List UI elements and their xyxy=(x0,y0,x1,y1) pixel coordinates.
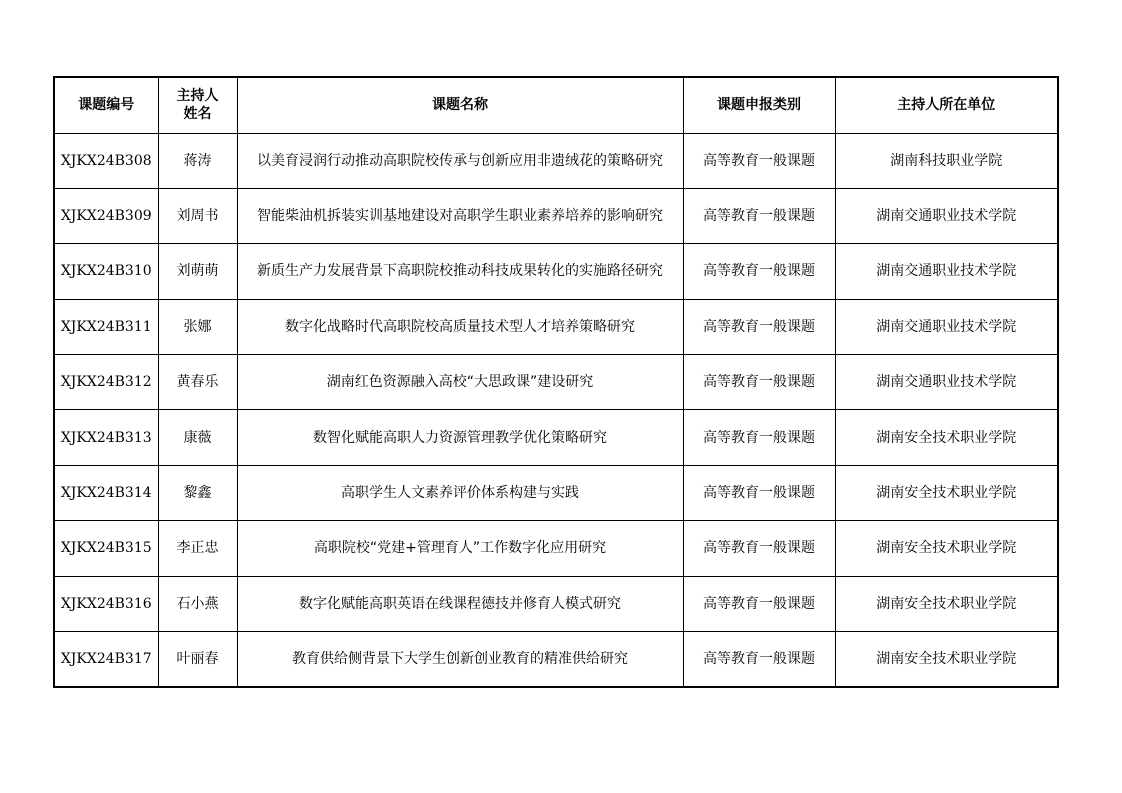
table-row xyxy=(54,576,1058,631)
project-title: 高职院校“党建+管理育人”工作数字化应用研究 xyxy=(237,521,683,576)
project-table xyxy=(53,76,1059,688)
project-type: 高等教育一般课题 xyxy=(683,244,835,299)
host-name: 黄春乐 xyxy=(158,355,237,410)
host-unit: 湖南科技职业学院 xyxy=(835,133,1058,188)
host-unit: 湖南安全技术职业学院 xyxy=(835,521,1058,576)
project-title: 数字化赋能高职英语在线课程德技并修育人模式研究 xyxy=(237,576,683,631)
header-host-line2: 姓名 xyxy=(183,106,212,123)
project-title: 新质生产力发展背景下高职院校推动科技成果转化的实施路径研究 xyxy=(237,244,683,299)
table-row xyxy=(54,244,1058,299)
table-row xyxy=(54,410,1058,465)
table-header xyxy=(54,77,1058,133)
host-name: 康薇 xyxy=(158,410,237,465)
project-type: 高等教育一般课题 xyxy=(683,465,835,520)
table-row xyxy=(54,299,1058,354)
project-title: 数字化战略时代高职院校高质量技术型人才培养策略研究 xyxy=(237,299,683,354)
project-title: 高职学生人文素养评价体系构建与实践 xyxy=(237,465,683,520)
host-unit: 湖南安全技术职业学院 xyxy=(835,410,1058,465)
host-name: 刘周书 xyxy=(158,188,237,243)
host-name: 张娜 xyxy=(158,299,237,354)
project-id: XJKX24B309 xyxy=(54,188,158,243)
project-type: 高等教育一般课题 xyxy=(683,188,835,243)
header-row xyxy=(54,77,1058,133)
project-id: XJKX24B315 xyxy=(54,521,158,576)
header-project-type: 课题申报类别 xyxy=(683,77,835,133)
header-project-id: 课题编号 xyxy=(54,77,158,133)
project-type: 高等教育一般课题 xyxy=(683,355,835,410)
host-unit: 湖南安全技术职业学院 xyxy=(835,576,1058,631)
host-unit: 湖南交通职业技术学院 xyxy=(835,188,1058,243)
host-name: 李正忠 xyxy=(158,521,237,576)
table-row xyxy=(54,632,1058,687)
table-row xyxy=(54,355,1058,410)
table-body xyxy=(54,133,1058,687)
project-id: XJKX24B314 xyxy=(54,465,158,520)
project-type: 高等教育一般课题 xyxy=(683,133,835,188)
header-project-title: 课题名称 xyxy=(237,77,683,133)
project-id: XJKX24B308 xyxy=(54,133,158,188)
project-id: XJKX24B312 xyxy=(54,355,158,410)
host-unit: 湖南安全技术职业学院 xyxy=(835,632,1058,687)
project-id: XJKX24B316 xyxy=(54,576,158,631)
header-host-line1: 主持人 xyxy=(176,88,219,105)
project-id: XJKX24B310 xyxy=(54,244,158,299)
host-name: 刘萌萌 xyxy=(158,244,237,299)
project-title: 教育供给侧背景下大学生创新创业教育的精准供给研究 xyxy=(237,632,683,687)
host-name: 石小燕 xyxy=(158,576,237,631)
project-type: 高等教育一般课题 xyxy=(683,632,835,687)
project-id: XJKX24B317 xyxy=(54,632,158,687)
project-title: 智能柴油机拆装实训基地建设对高职学生职业素养培养的影响研究 xyxy=(237,188,683,243)
header-host-unit: 主持人所在单位 xyxy=(835,77,1058,133)
project-id: XJKX24B313 xyxy=(54,410,158,465)
host-unit: 湖南交通职业技术学院 xyxy=(835,299,1058,354)
project-title: 数智化赋能高职人力资源管理教学优化策略研究 xyxy=(237,410,683,465)
host-unit: 湖南交通职业技术学院 xyxy=(835,244,1058,299)
project-type: 高等教育一般课题 xyxy=(683,521,835,576)
host-unit: 湖南安全技术职业学院 xyxy=(835,465,1058,520)
document-page xyxy=(53,76,1057,688)
host-name: 黎鑫 xyxy=(158,465,237,520)
table-row xyxy=(54,188,1058,243)
host-name: 蒋涛 xyxy=(158,133,237,188)
project-title: 以美育浸润行动推动高职院校传承与创新应用非遗绒花的策略研究 xyxy=(237,133,683,188)
host-unit: 湖南交通职业技术学院 xyxy=(835,355,1058,410)
table-row xyxy=(54,465,1058,520)
header-host-name xyxy=(158,77,237,133)
project-type: 高等教育一般课题 xyxy=(683,299,835,354)
table-row xyxy=(54,521,1058,576)
project-type: 高等教育一般课题 xyxy=(683,576,835,631)
table-row xyxy=(54,133,1058,188)
project-id: XJKX24B311 xyxy=(54,299,158,354)
project-title: 湖南红色资源融入高校“大思政课”建设研究 xyxy=(237,355,683,410)
project-type: 高等教育一般课题 xyxy=(683,410,835,465)
host-name: 叶丽春 xyxy=(158,632,237,687)
